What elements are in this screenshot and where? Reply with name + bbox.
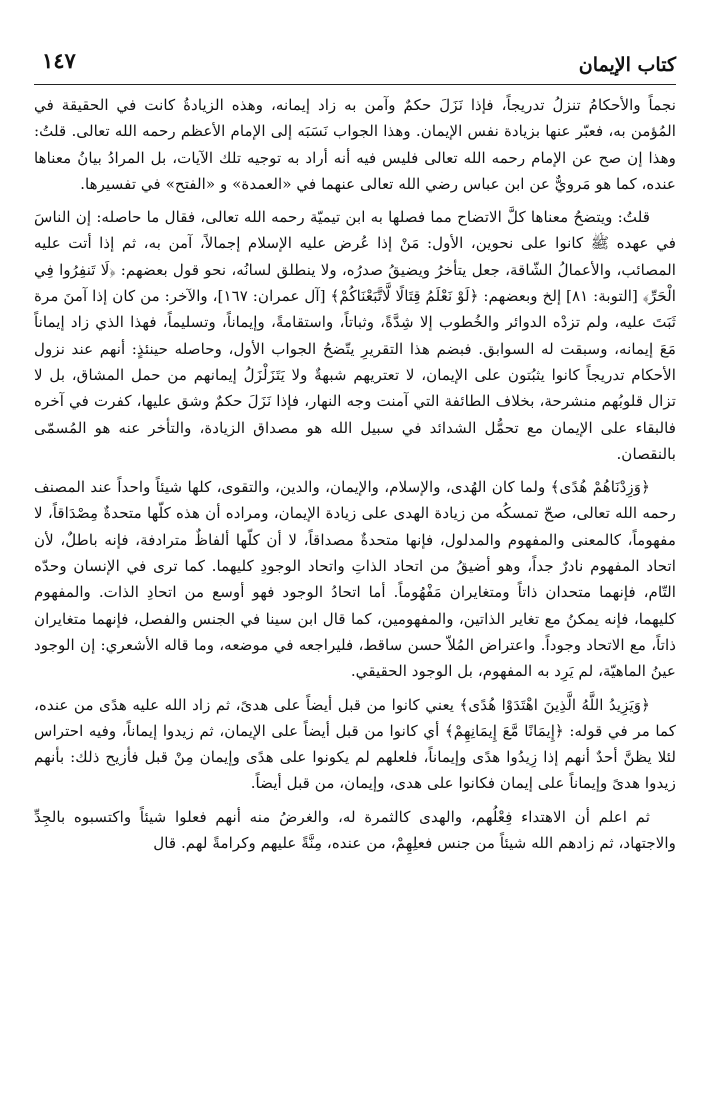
chapter-title: كتاب الإيمان <box>578 54 676 76</box>
paragraph-2: قلتُ: ويتضحُ معناها كلَّ الاتضاح مما فصلها به ابن تيميّة رحمه الله تعالى، فقال ما حاصله: إن الناسَ في عهده ﷺ كانوا على نحوين، الأول: مَنْ إذا عُرض عليه الإسلام إجمالاً، آمن به، ثم إذا أتت عليه المصائب، والأعمالُ الشّاقة، جعل يتأخرُ ويضيقُ صدرُه، ولا ينطلق لسانُه، نحو قول بعضهم: ﴿لَا تَنفِرُوا فِي الْحَرِّ﴾ [التوبة: ٨١] إلخ وبعضهم: ﴿لَوْ نَعْلَمُ قِتَالًا لَّاتَّبَعْنَاكُمْ﴾ [آل عمران: ١٦٧]، والآخر: من كان إذا آمنَ مرة ثَبَتَ عليه، ولم تزدْه الدوائر والخُطوب إلا شِدَّةً، وثباتاً، واستقامةً، وإيماناً، وتسليماً، فهذا الذي زاد إيماناً مَعَ إيمانه، وسبقت له السوابق. فبضم هذا التقريرِ يتّضحُ الجواب الأول، وحاصله حينئذٍ: أنهم عند نزول الأحكام تدريجاً كانوا يثبُتون على الإيمان، لا تعتريهم شبهةٌ ولا يَتَزَلْزَلُ إيمانهم من حمل المشاق، بل لا تزال قلوبُهم منشرحة، بخلاف الطائفة التي آمنت وجه النهار، فإذا نَزَلَ حكمٌ وشق عليها، كفرت في آخره فالبقاء على الإيمان مع تحمُّل الشدائد في سبيل الله هو مصداق الزيادة، والتأخر عنه هو المُسمّى بالنقصان. <box>34 208 676 463</box>
page-number: ١٤٧ <box>42 48 76 73</box>
paragraph-5: ثم اعلم أن الاهتداء فِعْلُهم، والهدى كالثمرة له، والغرضُ منه أنهم فعلوا شيئاً واكتسبوه بالجِدِّ والاجتهاد، ثم زادهم الله شيئاً من جنس فعلِهِمْ، من عنده، مِنَّةً عليهم وكرامةً لهم. قال <box>34 807 676 853</box>
page-body <box>34 92 676 1082</box>
paragraph-3: ﴿وَزِدْنَاهُمْ هُدًى﴾ ولما كان الهُدى، والإسلام، والإيمان، والدين، والتقوى، كلها شيئاً واحداً عند المصنف رحمه الله تعالى، صحّ تمسكُه من زيادة الهدى على زيادة الإيمان، ومراده أن هذه كلّها متحدةٌ مِصْدَاقاً، لا مفهوماً، كالمعنى والمفهوم والمدلول، فإنها متحدةٌ مصداقاً، لا أن كلّها ألفاظٌ مترادفة، فإنه باطلٌ، لأن اتحاد المفهوم نادرٌ جداً، وهو أضيقُ من اتحاد الذاتِ واتحاد الوجودِ كليهما. كما ترى في الإنسان وحدّه التّام، فإنهما متحدان ذاتاً ومتغايران مَفْهُوماً. أما اتحادُ الوجود فهو أوسع من اتحادِ الذات. والمفهوم كليهما، فإنه يمكنُ مع تغاير الذاتين، والمفهومين، كما قال ابن سينا في الجنس والفصل، فإنهما متغايران ذاتاً، مع الاتحاد وجوداً. واعتراض المُلاّ حسن ساقط، فليراجعه في موضعه، وما قاله الأشعري: إن الوجود عينُ الماهيّة، لم يَرِد به المفهوم، بل الوجود الحقيقي. <box>34 478 676 681</box>
page-header <box>34 44 676 85</box>
paragraph-4: ﴿وَيَزِيدُ اللَّهُ الَّذِينَ اهْتَدَوْا هُدًى﴾ يعني كانوا من قبل أيضاً على هدىً، ثم زاد الله عليه هدًى من عنده، كما مر في قوله: ﴿إِيمَانًا مَّعَ إِيمَانِهِمْ﴾ أي كانوا من قبل أيضاً على الإيمان، ثم زيدوا إيماناً، وفيه احتراس لئلا يظنَّ أحدٌ أنهم إذا زِيدُوا هدًى وإيماناً، فلعلهم لم يكونوا على هدًى وإيمان مِنْ قبل فأزيح ذلك: بأنهم زيدوا هدىً وإيماناً على إيمان فكانوا على هدى، وإيمان، من قبل أيضاً. <box>34 695 676 793</box>
paragraph-1: نجماً والأحكامُ تنزلُ تدريجاً، فإذا نَزَلَ حكمٌ وآمن به زاد إيمانه، وهذه الزيادةُ كانت في الحقيقة في المُؤمن به، فعبّر عنها بزيادة نفس الإيمان. وهذا الجواب نَسَبَه إلى الإمام الأعظم رحمه الله تعالى. قلتُ: وهذا إن صح عن الإمام رحمه الله تعالى فليس فيه أنه أراد به توجيه تلك الآيات، بل المرادُ بيانُ معناها عنده، كما هو مَرويٌّ عن ابن عباس رضي الله تعالى عنهما في «العمدة» و «الفتح» في تفسيرها. <box>34 96 676 193</box>
